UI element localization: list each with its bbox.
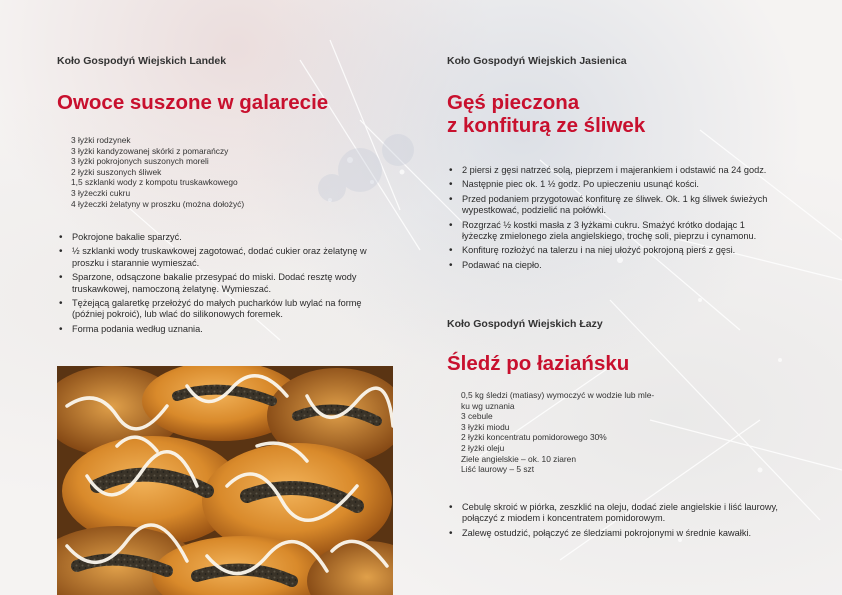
ingredient-line: 3 łyżki miodu bbox=[461, 421, 510, 432]
step-item: • Rozgrzać ½ kostki masła z 3 łyżkami cukru. Smażyć krótko dodając 1 łyżeczkę zmielonego ziela angielskiego, trochę soli, pieprzu i cynamonu. bbox=[447, 220, 782, 243]
ingredient-line: Liść laurowy – 5 szt bbox=[461, 464, 535, 475]
step-item: • 2 piersi z gęsi natrzeć solą, pieprzem i majerankiem i odstawić na 24 godz. bbox=[447, 165, 782, 176]
step-item: • Tężejącą galaretkę przełożyć do małych pucharków lub wylać na formę (później pokroić), lub wlać do silikonowych foremek. bbox=[57, 298, 392, 321]
ingredient-line: 4 łyżeczki żelatyny w proszku (można dołożyć) bbox=[71, 198, 245, 209]
step-item: • Zalewę ostudzić, połączyć ze śledziami pokrojonymi w średnie kawałki. bbox=[447, 528, 782, 539]
ingredient-line: 2 łyżki koncentratu pomidorowego 30% bbox=[461, 432, 607, 443]
recipe-1-title: Owoce suszone w galarecie bbox=[57, 91, 329, 114]
recipe-3-steps bbox=[447, 502, 782, 542]
step-item: • Sparzone, odsączone bakalie przesypać do miski. Dodać resztę wody truskawkowej, namoczoną żelatynę. Wymieszać. bbox=[57, 272, 392, 295]
ingredient-line: 2 łyżki suszonych śliwek bbox=[71, 166, 162, 177]
recipe-3-group: Koło Gospodyń Wiejskich Łazy bbox=[447, 318, 603, 330]
step-item: • ½ szklanki wody truskawkowej zagotować, dodać cukier oraz żelatynę w proszku i starannie wymieszać. bbox=[57, 246, 392, 269]
ingredient-line: 3 łyżki pokrojonych suszonych moreli bbox=[71, 156, 209, 167]
ingredient-line: 3 cebule bbox=[461, 411, 493, 422]
title-line: z konfiturą ze śliwek bbox=[447, 114, 646, 137]
ingredient-line: 3 łyżki rodzynek bbox=[71, 135, 131, 145]
recipe-2-group: Koło Gospodyń Wiejskich Jasienica bbox=[447, 55, 627, 67]
recipe-2-steps bbox=[447, 165, 782, 274]
buns-photo bbox=[57, 366, 393, 595]
recipe-2-title bbox=[447, 91, 645, 137]
step-item: • Następnie piec ok. 1 ½ godz. Po upieczeniu usunąć kości. bbox=[447, 179, 782, 190]
step-item: • Forma podania według uznania. bbox=[57, 324, 392, 335]
ingredient-line: 3 łyżki kandyzowanej skórki z pomarańczy bbox=[71, 145, 229, 156]
ingredient-line: ku wg uznania bbox=[461, 400, 515, 411]
recipe-3-ingredients bbox=[461, 390, 654, 475]
recipe-1-group: Koło Gospodyń Wiejskich Landek bbox=[57, 55, 227, 67]
step-item: • Podawać na ciepło. bbox=[447, 260, 782, 271]
title-line: Gęś pieczona bbox=[447, 91, 580, 114]
recipe-1-steps bbox=[57, 232, 392, 338]
ingredient-line: Ziele angielskie – ok. 10 ziaren bbox=[461, 453, 576, 464]
step-item: • Przed podaniem przygotować konfiturę ze śliwek. Ok. 1 kg śliwek świeżych wypestkować, podzielić na połówki. bbox=[447, 194, 782, 217]
step-item: • Cebulę skroić w piórka, zeszklić na oleju, dodać ziele angielskie i liść laurowy, połączyć z miodem i koncentratem pomidorowym. bbox=[447, 502, 782, 525]
recipe-3-title: Śledź po łaziańsku bbox=[447, 352, 630, 375]
ingredient-line: 2 łyżki oleju bbox=[461, 442, 505, 453]
step-item: • Pokrojone bakalie sparzyć. bbox=[57, 232, 392, 243]
ingredient-line: 3 łyżeczki cukru bbox=[71, 187, 131, 198]
recipe-1-ingredients bbox=[71, 135, 244, 209]
ingredient-line: 0,5 kg śledzi (matiasy) wymoczyć w wodzie lub mle- bbox=[461, 390, 655, 400]
step-item: • Konfiturę rozłożyć na talerzu i na niej ułożyć pokrojoną pierś z gęsi. bbox=[447, 245, 782, 256]
ingredient-line: 1,5 szklanki wody z kompotu truskawkowego bbox=[71, 177, 238, 188]
